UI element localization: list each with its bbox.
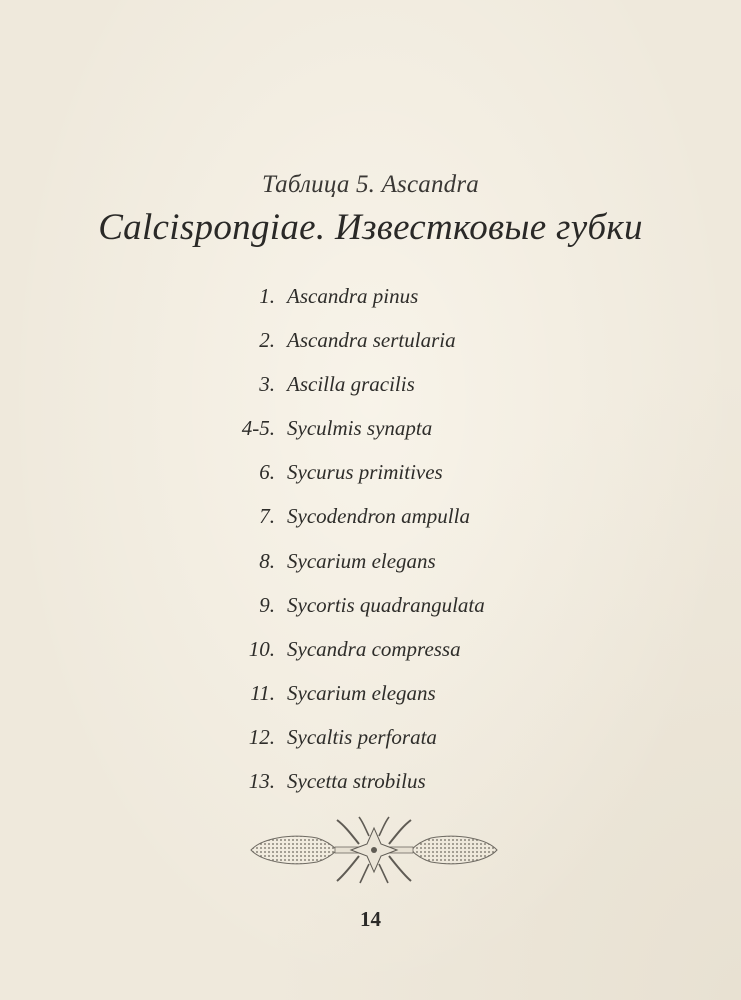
species-name: Sycodendron ampulla (287, 504, 470, 529)
item-number: 7. (259, 504, 275, 529)
species-name: Ascilla gracilis (287, 372, 415, 397)
plate-label: Таблица 5. Ascandra (261, 171, 480, 198)
list-item (0, 589, 741, 633)
item-number: 8. (259, 548, 275, 573)
species-name: Ascandra pinus (287, 284, 419, 308)
list-item (0, 721, 741, 765)
item-number: 2. (259, 328, 275, 353)
list-item (0, 412, 741, 456)
list-item (0, 280, 741, 324)
item-number: 12. (248, 724, 275, 749)
list-item (0, 765, 741, 809)
list-item (0, 324, 741, 368)
item-number: 13. (248, 769, 275, 794)
species-name: Syculmis synapta (287, 416, 433, 441)
species-name: Sycetta strobilus (287, 769, 426, 794)
item-number: 11. (250, 680, 275, 705)
page-number: 14 (360, 907, 381, 931)
species-name: Sycarium elegans (287, 548, 436, 573)
species-name: Sycurus primitives (287, 460, 443, 485)
species-list (0, 280, 741, 809)
list-item (0, 368, 741, 412)
sponge-spicule-ornament-icon (247, 814, 501, 886)
species-name: Sycaltis perforata (287, 724, 437, 749)
species-name: Sycarium elegans (287, 680, 436, 705)
item-number: 4-5. (241, 416, 275, 441)
item-number: 1. (259, 284, 275, 308)
species-name: Ascandra sertularia (287, 328, 456, 353)
list-item (0, 677, 741, 721)
list-item (0, 500, 741, 544)
list-item (0, 545, 741, 589)
item-number: 10. (248, 636, 275, 661)
item-number: 3. (259, 372, 275, 397)
species-name: Sycandra compressa (287, 636, 461, 661)
item-number: 6. (259, 460, 275, 485)
page-title: Calcispongiae. Известковые губки (98, 207, 643, 248)
list-item (0, 456, 741, 500)
item-number: 9. (259, 592, 275, 617)
species-name: Sycortis quadrangulata (287, 592, 485, 617)
list-item (0, 633, 741, 677)
